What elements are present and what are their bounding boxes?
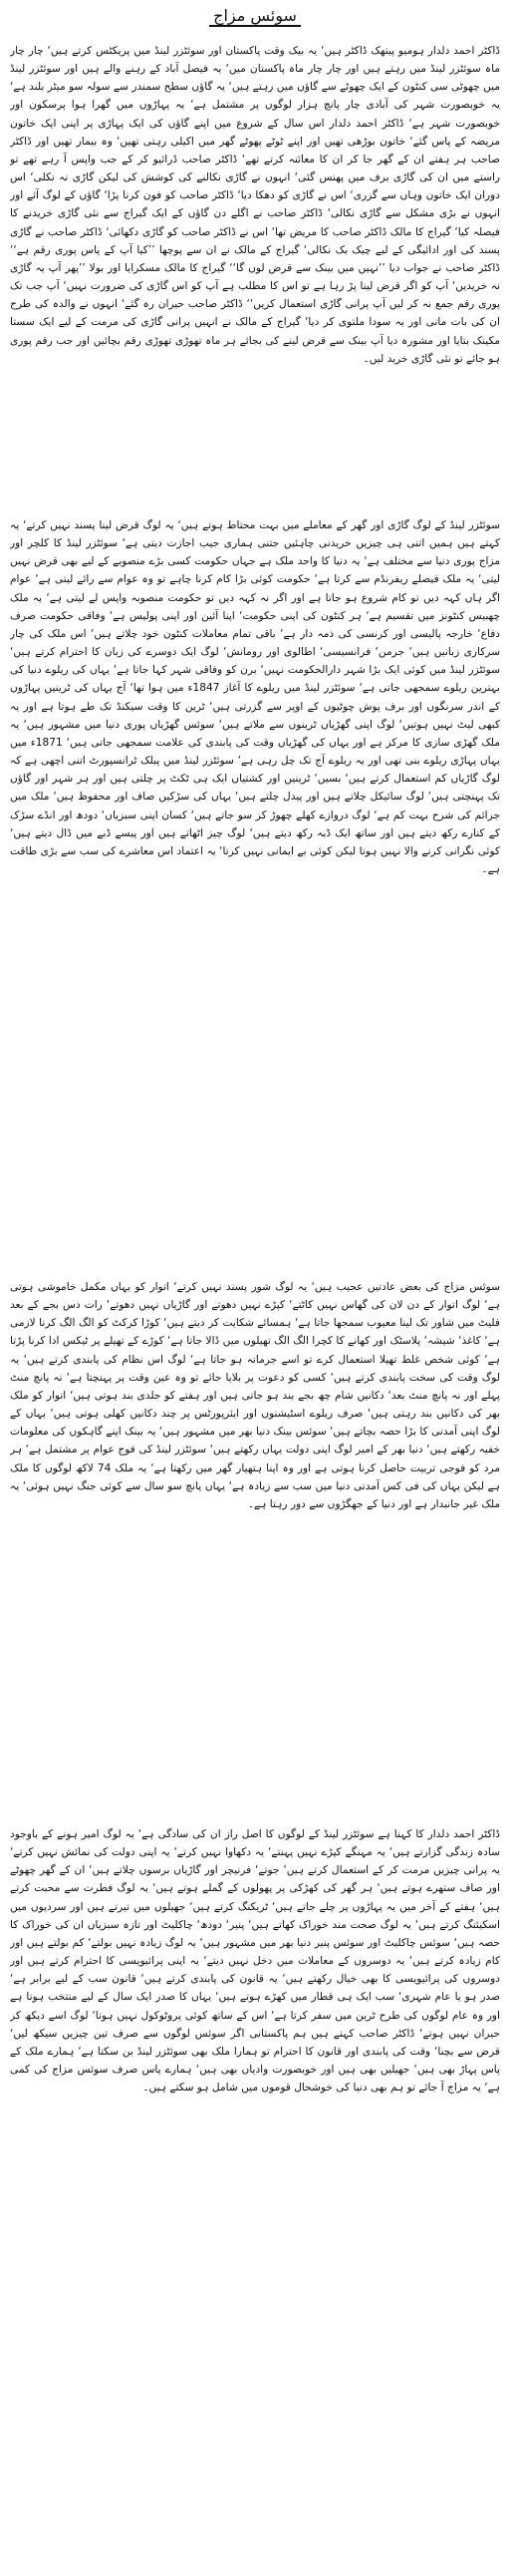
article-paragraph-2: سوئٹزر لینڈ کے لوگ گاڑی اور گھر کے معاملے میں بہت محتاط ہوتے ہیں‘ یہ لوگ قرض لینا پسند نہیں کرتے‘ یہ کہتے ہیں ہمیں اتنی ہی چیزیں خریدنی چاہئیں جتنی ہماری جیب اجازت دیتی ہے‘ سوئٹزر لینڈ کا کلچر اور مزاج پوری دنیا سے مختلف ہے‘ یہ دنیا کا واحد ملک ہے جہاں حکومت کسی بڑے منصوبے کے لیے بھی قرض نہیں لیتی‘ یہ ملک فیصلے ریفرنڈم سے کرتا ہے‘ حکومت کوئی بڑا کام کرنا چاہے تو وہ عوام سے رائے لیتی ہے‘ عوام اگر ہاں کہہ دیں تو کام شروع ہو جاتا ہے اور اگر نہ کہہ دیں تو حکومت منصوبہ واپس لے لیتی ہے‘ یہ ملک چھبیس کنٹونز میں تقسیم ہے‘ ہر کنٹون کی اپنی حکومت‘ اپنا آئین اور اپنی پولیس ہے‘ وفاقی حکومت صرف دفاع‘ خارجہ پالیسی اور کرنسی کی ذمہ دار ہے‘ باقی تمام معاملات کنٹون خود چلاتے ہیں‘ اس ملک کی چار سرکاری زبانیں ہیں‘ جرمن‘ فرانسیسی‘ اطالوی اور رومانش‘ لوگ ایک دوسرے کی زبان کا احترام کرتے ہیں‘ سوئٹزر لینڈ میں کوئی ایک بڑا شہر دارالحکومت نہیں‘ برن کو وفاقی شہر کہا جاتا ہے‘ یہاں کی ریلوے دنیا کی بہترین ریلوے سمجھی جاتی ہے‘ سوئٹزر لینڈ میں ریلوے کا آغاز 1847ء میں ہوا تھا‘ آج یہاں کی ٹرینیں پہاڑوں کے اندر سرنگوں اور برف پوش چوٹیوں کے اوپر سے گزرتی ہیں‘ ٹرین کا وقت سیکنڈ تک طے ہوتا ہے اور یہ کبھی لیٹ نہیں ہوتیں‘ لوگ اپنی گھڑیاں ٹرینوں سے ملاتے ہیں‘ سوئس گھڑیاں پوری دنیا میں مشہور ہیں‘ یہ ملک گھڑی سازی کا مرکز ہے اور یہاں کی گھڑیاں وقت کی پابندی کی علامت سمجھی جاتی ہیں‘ 1871ء میں یہاں پہاڑی ریلوے بنی تھی اور یہ ریلوے آج تک چل رہی ہے‘ سوئٹزر لینڈ میں پبلک ٹرانسپورٹ اتنی اچھی ہے کہ لوگ گاڑیاں کم استعمال کرتے ہیں‘ بسیں‘ ٹرینیں اور کشتیاں ایک ہی ٹکٹ پر چلتی ہیں اور ہر شہر اور گاؤں تک پہنچتی ہیں‘ لوگ سائیکل چلاتے ہیں اور پیدل چلتے ہیں‘ یہاں کی سڑکیں صاف اور محفوظ ہیں‘ ملک میں جرائم کی شرح بہت کم ہے‘ لوگ دروازے کھلے چھوڑ کر سو جاتے ہیں‘ کسان اپنی سبزیاں‘ دودھ اور انڈے سڑک کے کنارے رکھ دیتے ہیں اور ساتھ ایک ڈبہ رکھ دیتے ہیں‘ لوگ چیز اٹھاتے ہیں اور پیسے ڈبے میں ڈال دیتے ہیں‘ کوئی نگرانی کرنے والا نہیں ہوتا لیکن کوئی بے ایمانی نہیں کرتا‘ یہ اعتماد اس معاشرے کی سب سے بڑی طاقت ہے۔ bbox=[10, 519, 500, 875]
article-paragraph-3: سوئس مزاج کی بعض عادتیں عجیب ہیں‘ یہ لوگ شور پسند نہیں کرتے‘ اتوار کو یہاں مکمل خاموشی ہوتی ہے‘ لوگ اتوار کے دن لان کی گھاس نہیں کاٹتے‘ کپڑے نہیں دھوتے اور گاڑیاں نہیں دھوتے‘ رات دس بجے کے بعد فلیٹ میں شاور تک لینا معیوب سمجھا جاتا ہے‘ ہمسائے شکایت کر دیتے ہیں‘ کوڑا کرکٹ کو الگ الگ کرنا لازمی ہے‘ کاغذ‘ شیشہ‘ پلاسٹک اور کھانے کا کچرا الگ الگ تھیلوں میں ڈالا جاتا ہے‘ کوڑے کے تھیلے پر ٹیکس ادا کرنا پڑتا ہے‘ کوئی شخص غلط تھیلا استعمال کرے تو اسے جرمانہ ہو جاتا ہے‘ لوگ اس نظام کی پابندی کرتے ہیں‘ یہ لوگ وقت کی سخت پابندی کرتے ہیں‘ کسی کو دعوت پر بلایا جائے تو وہ عین وقت پر پہنچتا ہے‘ نہ پانچ منٹ پہلے اور نہ پانچ منٹ بعد‘ دکانیں شام چھ بجے بند ہو جاتی ہیں اور ہفتے کو جلدی بند ہوتی ہیں‘ اتوار کو ملک بھر کی دکانیں بند رہتی ہیں‘ صرف ریلوے اسٹیشنوں اور ایئرپورٹس پر چند دکانیں کھلی ہوتی ہیں‘ یہاں کے لوگ اپنی آمدنی کا بڑا حصہ بچاتے ہیں‘ سوئس بینک دنیا بھر میں مشہور ہیں‘ یہ بینک اپنے گاہکوں کی معلومات خفیہ رکھتے ہیں‘ دنیا بھر کے امیر لوگ اپنی دولت یہاں رکھتے ہیں‘ سوئٹزر لینڈ کی فوج عوام پر مشتمل ہے‘ ہر مرد کو فوجی تربیت حاصل کرنا ہوتی ہے اور وہ اپنا ہتھیار گھر میں رکھتا ہے‘ یہ ملک 74 لاکھ لوگوں کا ملک ہے لیکن یہاں کی فی کس آمدنی دنیا میں سب سے زیادہ ہے‘ یہاں پانچ سو سال سے کوئی جنگ نہیں ہوئی‘ یہ ملک غیر جانبدار ہے اور دنیا کے جھگڑوں سے دور رہتا ہے۔ bbox=[10, 1281, 500, 1510]
article-title bbox=[10, 4, 500, 28]
article-paragraph-1: ڈاکٹر احمد دلدار ہومیو پیتھک ڈاکٹر ہیں‘ یہ بیک وقت پاکستان اور سوئٹزر لینڈ میں پریکٹس کرتے ہیں‘ چار چار ماہ سوئٹزر لینڈ میں رہتے ہیں اور چار چار ماہ پاکستان میں‘ یہ فیصل آباد کے رہنے والے ہیں اور سوئٹزر لینڈ میں چھوٹی سی کنٹون کے ایک چھوٹے سے گاؤں میں رہتے ہیں‘ یہ گاؤں سطح سمندر سے سولہ سو میٹر بلند ہے‘ یہ خوبصورت شہر کی آبادی چار پانچ ہزار لوگوں پر مشتمل ہے‘ یہ پہاڑوں میں گھرا ہوا پرسکون اور خوبصورت شہر ہے‘ ڈاکٹر احمد دلدار اس سال کے شروع میں اپنے گاؤں کی ایک پہاڑی پر اپنی ایک خاتون مریضہ کے پاس گئے‘ خاتون بوڑھی تھیں اور اپنے ٹوٹے پھوٹے گھر میں اکیلی رہتی تھیں‘ وہ بیمار تھیں اور ڈاکٹر صاحب ہر ہفتے ان کے گھر جا کر ان کا معائنہ کرتے تھے‘ ڈاکٹر صاحب ڈرائیو کر کے جب واپس آ رہے تھے تو راستے میں ان کی گاڑی برف میں پھنس گئی‘ انہوں نے گاڑی نکالنے کی کوشش کی لیکن گاڑی نہ نکلی‘ اس دوران ایک خاتون وہاں سے گزری‘ اس نے گاڑی کو دھکا دیا‘ ڈاکٹر صاحب کو فون کرنا پڑا‘ گاؤں کے لوگ آئے اور انہوں نے بڑی مشکل سے گاڑی نکالی‘ ڈاکٹر صاحب نے اگلے دن گاؤں کے ایک گیراج سے نئی گاڑی خریدنے کا فیصلہ کیا‘ گیراج کا مالک ڈاکٹر صاحب کا مریض تھا‘ اس نے ڈاکٹر صاحب کو گاڑی دکھائی‘ ڈاکٹر صاحب نے گاڑی پسند کی اور ادائیگی کے لیے چیک بک نکالی‘ گیراج کے مالک نے ان سے پوچھا ’’کیا آپ کے پاس پوری رقم ہے‘‘ ڈاکٹر صاحب نے جواب دیا ’’نہیں میں بینک سے قرض لوں گا‘‘ گیراج کا مالک مسکرایا اور بولا ’’پھر آپ یہ گاڑی نہ خریدیں‘ آپ کو اگر قرض لینا پڑ رہا ہے تو اس کا مطلب ہے آپ کو اس گاڑی کی ضرورت نہیں‘ آپ جب تک پوری رقم جمع نہ کر لیں آپ پرانی گاڑی استعمال کریں‘‘ ڈاکٹر صاحب حیران رہ گئے‘ انہوں نے والدہ کی طرح ان کی بات مانی اور یہ سودا ملتوی کر دیا‘ گیراج کے مالک نے انہیں پرانی گاڑی کی مرمت کے لیے ایک سستا مکینک بتایا اور مشورہ دیا آپ بینک سے قرض لینے کی بجائے ہر ماہ تھوڑی تھوڑی رقم بچائیں اور جب رقم پوری ہو جائے تو نئی گاڑی خرید لیں۔ bbox=[10, 45, 500, 365]
article-title-text: سوئس مزاج bbox=[209, 6, 301, 27]
article-paragraph-4: ڈاکٹر احمد دلدار کا کہنا ہے سوئٹزر لینڈ کے لوگوں کا اصل راز ان کی سادگی ہے‘ یہ لوگ امیر ہونے کے باوجود سادہ زندگی گزارتے ہیں‘ یہ مہنگے کپڑے نہیں پہنتے‘ یہ دکھاوا نہیں کرتے‘ یہ اپنی دولت کی نمائش نہیں کرتے‘ یہ پرانی چیزیں مرمت کر کے استعمال کرتے ہیں‘ جوتے‘ فرنیچر اور گاڑیاں برسوں چلاتے ہیں‘ ان کے گھر چھوٹے اور صاف ستھرے ہوتے ہیں‘ ہر گھر کی کھڑکی پر پھولوں کے گملے ہوتے ہیں‘ یہ لوگ فطرت سے محبت کرتے ہیں‘ ہفتے کے آخر میں یہ پہاڑوں پر چلے جاتے ہیں‘ ٹریکنگ کرتے ہیں‘ جھیلوں میں تیرتے ہیں اور سردیوں میں اسکیئنگ کرتے ہیں‘ یہ لوگ صحت مند خوراک کھاتے ہیں‘ پنیر‘ دودھ‘ چاکلیٹ اور تازہ سبزیاں ان کی خوراک کا حصہ ہیں‘ سوئس چاکلیٹ اور سوئس پنیر دنیا بھر میں مشہور ہیں‘ یہ لوگ زیادہ نہیں بولتے‘ کم بولتے ہیں اور کام زیادہ کرتے ہیں‘ یہ دوسروں کے معاملات میں دخل نہیں دیتے‘ یہ اپنی پرائیویسی کا احترام کرتے ہیں اور دوسروں کی پرائیویسی کا بھی خیال رکھتے ہیں‘ یہ قانون کی پابندی کرتے ہیں‘ قانون سب کے لیے برابر ہے‘ صدر ہو یا عام شہری‘ سب ایک ہی قطار میں کھڑے ہوتے ہیں‘ یہاں کا صدر ایک سال کے لیے منتخب ہوتا ہے اور وہ عام لوگوں کی طرح ٹرین میں سفر کرتا ہے‘ اس کے ساتھ کوئی پروٹوکول نہیں ہوتا‘ لوگ اسے دیکھ کر حیران نہیں ہوتے‘ ڈاکٹر صاحب کہتے ہیں ہم پاکستانی اگر سوئس لوگوں سے صرف تین چیزیں سیکھ لیں‘ قرض سے بچنا‘ وقت کی پابندی اور قانون کا احترام تو ہمارا ملک بھی سوئٹزر لینڈ بن سکتا ہے‘ ہمارے ملک کے پاس پہاڑ بھی ہیں‘ جھیلیں بھی ہیں اور خوبصورت وادیاں بھی ہیں‘ ہمارے پاس صرف سوئس مزاج کی کمی ہے‘ یہ مزاج آ جائے تو ہم بھی دنیا کی خوشحال قوموں میں شامل ہو سکتے ہیں۔ bbox=[10, 1828, 500, 2094]
